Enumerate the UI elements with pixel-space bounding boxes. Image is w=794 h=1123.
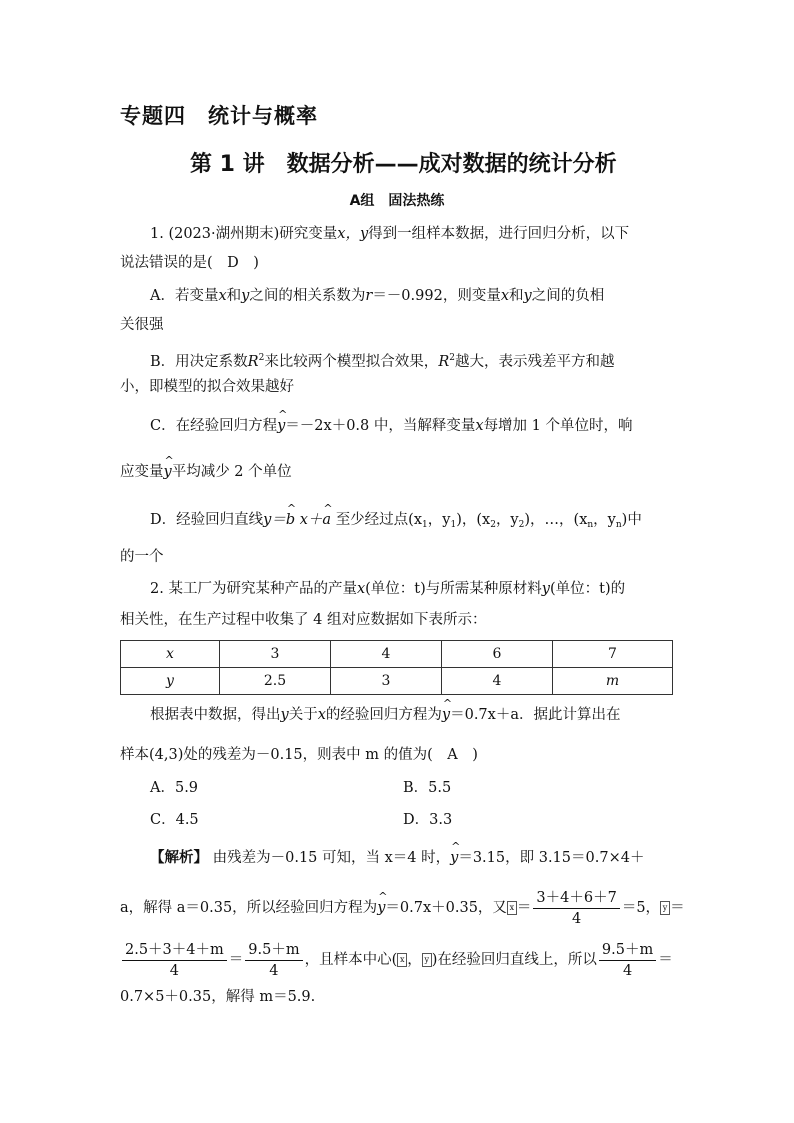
table-cell: m [553, 668, 673, 695]
q2-option-d: D．3.3 [403, 812, 453, 828]
group-heading: A组 固法热练 [349, 193, 445, 209]
x-bar-symbol: x [397, 953, 407, 967]
solution-line1: 【解析】 由残差为－0.15 可知，当 x＝4 时，^ y＝3.15，即 3.15＝0.7×4＋ [150, 848, 644, 868]
table-row-y [121, 668, 673, 695]
topic-heading: 专题四 统计与概率 [120, 104, 318, 128]
fraction-x-mean: $\frac{3+4+6+7}{4}$ [533, 888, 619, 929]
fraction-y-mean: $\frac{2.5+3+4+m}{4}$ [122, 940, 227, 981]
lecture-heading: 第 1 讲 数据分析——成对数据的统计分析 [190, 152, 617, 177]
table-cell: 4 [442, 668, 553, 695]
q1-option-c-line2: 应变量^ y平均减少 2 个单位 [120, 462, 292, 482]
solution-line2: a，解得 a＝0.35，所以经验回归方程为^ y＝0.7x＋0.35，又 x ＝ $\frac{3+4+6+7}{4}$ ＝5， y ＝ [120, 886, 685, 930]
solution-line3: $\frac{2.5+3+4+m}{4}$ ＝ $\frac{9.5+m}{4}$ ，且样本中心( x ， y )在经验回归直线上，所以 $\frac{9.5+m}{4}$ ＝ [120, 938, 673, 982]
q2-option-b: B．5.5 [403, 780, 452, 796]
y-bar-symbol: y [660, 901, 670, 915]
q1-stem-line1: 1. (2023·湖州期末)研究变量x，y得到一组样本数据，进行回归分析，以下 [150, 226, 630, 242]
table-cell: 2.5 [220, 668, 331, 695]
q1-option-c-line1: C．在经验回归方程^ y＝－2x＋0.8 中，当解释变量x每增加 1 个单位时，响 [150, 416, 633, 436]
q2-option-c: C．4.5 [150, 812, 199, 828]
q2-stem-line2: 相关性，在生产过程中收集了 4 组对应数据如下表所示： [120, 612, 487, 628]
table-cell: 4 [331, 641, 442, 668]
table-cell: 6 [442, 641, 553, 668]
y-bar-symbol: y [422, 953, 432, 967]
solution-line4: 0.7×5＋0.35，解得 m＝5.9. [120, 989, 316, 1005]
q1-option-d-line1: D．经验回归直线y＝^ b x＋^ a 至少经过点($x_1$，$y_1$)，($x_2$，$y_2$)，…，($x_n$，$y_n$)中 [150, 510, 642, 535]
q1-option-d-line2: 的一个 [120, 549, 164, 565]
q2-after-line1: 根据表中数据，得出y关于x的经验回归方程为^ y＝0.7x＋a．据此计算出在 [150, 705, 620, 725]
table-cell: y [121, 668, 220, 695]
q1-option-a-line1: A．若变量x和y之间的相关系数为r＝－0.992，则变量x和y之间的负相 [150, 288, 605, 304]
q2-stem-line1: 2. 某工厂为研究某种产品的产量x(单位：t)与所需某种原材料y(单位：t)的 [150, 581, 626, 597]
q2-after-line2: 样本(4,3)处的残差为－0.15，则表中 m 的值为( A ) [120, 747, 478, 763]
data-table [120, 640, 673, 695]
table-cell: 3 [220, 641, 331, 668]
table-cell: 3 [331, 668, 442, 695]
table-cell: x [121, 641, 220, 668]
table-row-x [121, 641, 673, 668]
q1-stem-line2: 说法错误的是( D ) [120, 255, 259, 271]
x-bar-symbol: x [507, 901, 517, 915]
table-cell: 7 [553, 641, 673, 668]
fraction-center: $\frac{9.5+m}{4}$ [599, 940, 656, 981]
q2-option-a: A．5.9 [150, 780, 199, 796]
q1-option-a-line2: 关很强 [120, 317, 164, 333]
solution-tag: 【解析】 [150, 850, 208, 866]
fraction-simplified: $\frac{9.5+m}{4}$ [245, 940, 302, 981]
q1-option-b-line1: B．用决定系数$R^2$来比较两个模型拟合效果，$R^2$越大，表示残差平方和越 [150, 353, 615, 370]
q1-option-b-line2: 小，即模型的拟合效果越好 [120, 379, 294, 395]
